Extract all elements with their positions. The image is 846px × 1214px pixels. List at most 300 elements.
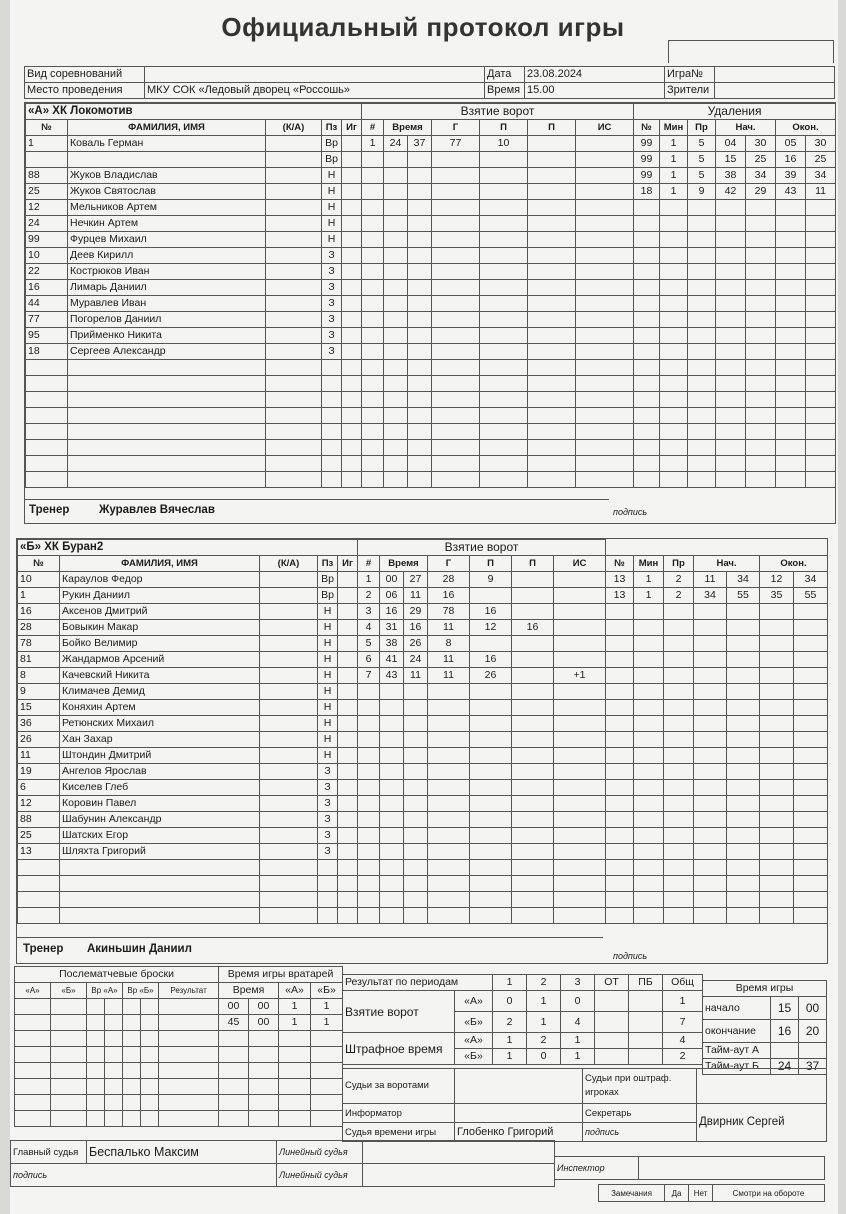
penalty-end-ss	[806, 440, 836, 456]
goal-row	[358, 652, 606, 668]
penalty-player	[606, 860, 634, 876]
player-position: Н	[318, 748, 338, 764]
penalty-reason	[664, 812, 694, 828]
goal-assist-2	[528, 136, 576, 152]
player-number	[26, 376, 68, 392]
goalie-second	[249, 1111, 279, 1127]
goal-assist-2	[528, 232, 576, 248]
goal-row	[358, 844, 606, 860]
penalty-start-ss	[746, 424, 776, 440]
team-a-signature-label: подпись	[613, 507, 648, 517]
goalie-team-a	[279, 1079, 311, 1095]
shootout-cell	[105, 1031, 123, 1047]
goal-assist-1	[470, 908, 512, 924]
goalie-minute: 00	[219, 999, 249, 1015]
penalty-reason: 5	[688, 168, 716, 184]
goal-second	[404, 812, 428, 828]
player-name: Шабунин Александр	[60, 812, 260, 828]
penalty-end-ss	[806, 456, 836, 472]
roster-row	[26, 408, 362, 424]
pim-a-total: 4	[663, 1033, 703, 1049]
timekeeper-label: Судья времени игры	[343, 1123, 455, 1142]
player-name	[68, 408, 266, 424]
goalie-second	[249, 1079, 279, 1095]
goal-assist-1: 10	[480, 136, 528, 152]
goalie-minute	[219, 1031, 249, 1047]
penalty-minutes	[660, 248, 688, 264]
penalty-minutes	[660, 440, 688, 456]
goalie-second: 00	[249, 999, 279, 1015]
player-ka	[260, 604, 318, 620]
penalty-row	[606, 780, 828, 796]
timeout-b-mm: 24	[771, 1059, 799, 1075]
goal-minute	[380, 684, 404, 700]
goal-second	[408, 264, 432, 280]
penalty-row	[634, 440, 836, 456]
col-position: Пз	[322, 120, 342, 136]
goal-row	[358, 732, 606, 748]
goal-number	[362, 456, 384, 472]
penalty-row	[606, 604, 828, 620]
goal-assist-2	[528, 152, 576, 168]
player-number: 95	[26, 328, 68, 344]
penalty-end-ss	[806, 472, 836, 488]
date-label: Дата	[485, 67, 525, 83]
time-value: 15.00	[525, 83, 665, 99]
player-ka	[266, 216, 322, 232]
player-name: Бойко Велимир	[60, 636, 260, 652]
penalty-start-ss	[746, 312, 776, 328]
player-position: З	[322, 296, 342, 312]
player-played	[338, 796, 358, 812]
goal-number	[362, 248, 384, 264]
penalty-minutes	[634, 732, 664, 748]
shootout-cell	[51, 1047, 87, 1063]
goal-minute	[380, 812, 404, 828]
player-ka	[260, 732, 318, 748]
player-number: 13	[18, 844, 60, 860]
penalty-row	[634, 280, 836, 296]
penalty-start-ss	[727, 652, 760, 668]
goal-scorer	[428, 732, 470, 748]
goal-situation	[554, 604, 606, 620]
penalty-start-mm	[716, 200, 746, 216]
shootout-cell	[123, 1015, 141, 1031]
roster-row	[26, 424, 362, 440]
goal-number	[362, 408, 384, 424]
roster-row	[18, 652, 358, 668]
penalty-start-ss	[746, 296, 776, 312]
goal-assist-1	[470, 892, 512, 908]
col-goal-time: Время	[380, 556, 428, 572]
goal-scorer	[428, 748, 470, 764]
penalty-reason	[664, 668, 694, 684]
goal-assist-1: 9	[470, 572, 512, 588]
player-position: Н	[318, 700, 338, 716]
period-col-3: 3	[561, 975, 595, 991]
informer-value	[455, 1104, 583, 1123]
penalty-end-ss	[806, 376, 836, 392]
penalty-minutes	[660, 360, 688, 376]
goal-situation	[554, 572, 606, 588]
goal-second	[404, 700, 428, 716]
penalty-reason	[664, 732, 694, 748]
goalie-minute	[219, 1063, 249, 1079]
player-number: 36	[18, 716, 60, 732]
penalty-row	[606, 860, 828, 876]
timeout-b-label: Тайм-аут Б	[703, 1059, 771, 1075]
goal-second: 16	[404, 620, 428, 636]
penalty-start-mm	[694, 844, 727, 860]
player-ka	[266, 168, 322, 184]
shootout-cell	[123, 999, 141, 1015]
goalie-minute	[219, 1111, 249, 1127]
penalty-start-ss	[727, 844, 760, 860]
penalty-row	[606, 844, 828, 860]
goal-situation	[576, 376, 634, 392]
roster-row	[18, 748, 358, 764]
goal-assist-1	[480, 360, 528, 376]
goal-second: 29	[404, 604, 428, 620]
goal-scorer	[428, 812, 470, 828]
goal-row	[362, 296, 634, 312]
penalty-player	[606, 812, 634, 828]
goal-second	[408, 184, 432, 200]
penalty-minutes	[660, 232, 688, 248]
goalie-minute	[219, 1095, 249, 1111]
player-number: 99	[26, 232, 68, 248]
penalty-row	[606, 652, 828, 668]
game-end-mm: 16	[771, 1020, 799, 1043]
penalty-minutes	[634, 684, 664, 700]
goal-assist-1	[480, 152, 528, 168]
goalie-minute: 45	[219, 1015, 249, 1031]
penalty-player: 13	[606, 588, 634, 604]
player-ka	[266, 200, 322, 216]
goal-minute	[380, 716, 404, 732]
goal-minute: 41	[380, 652, 404, 668]
goal-assist-2	[512, 700, 554, 716]
shootout-cell	[159, 1047, 219, 1063]
penalty-end-ss: 25	[806, 152, 836, 168]
penalty-start-mm	[716, 248, 746, 264]
penalty-row	[634, 248, 836, 264]
shootout-cell	[51, 1063, 87, 1079]
penalty-start-ss	[746, 200, 776, 216]
goalie-team-a	[279, 1031, 311, 1047]
goal-assist-2	[528, 264, 576, 280]
penalty-end-ss	[806, 392, 836, 408]
penalty-start-mm	[694, 652, 727, 668]
goal-situation	[576, 216, 634, 232]
goals-b-ot	[595, 1012, 629, 1033]
penalty-end-mm	[760, 652, 794, 668]
player-number: 78	[18, 636, 60, 652]
player-position	[322, 360, 342, 376]
goal-minute	[384, 296, 408, 312]
roster-row	[18, 700, 358, 716]
player-ka	[266, 424, 322, 440]
player-position	[322, 472, 342, 488]
goal-minute	[384, 216, 408, 232]
team-b-goals-title: Взятие ворот	[358, 540, 606, 556]
roster-row	[18, 604, 358, 620]
player-played	[342, 472, 362, 488]
goalie-team-b: 1	[311, 1015, 343, 1031]
roster-row	[26, 152, 362, 168]
goal-situation	[576, 360, 634, 376]
goal-scorer	[428, 764, 470, 780]
player-played	[338, 684, 358, 700]
player-played	[338, 636, 358, 652]
penalty-end-mm	[776, 472, 806, 488]
goal-assist-2	[512, 892, 554, 908]
goals-a-p1: 0	[493, 991, 527, 1012]
goal-minute	[384, 360, 408, 376]
spectators-label: Зрители	[665, 83, 715, 99]
penalty-reason	[664, 876, 694, 892]
player-ka	[260, 588, 318, 604]
shootout-cell	[15, 1047, 51, 1063]
secretary-label: Секретарь	[583, 1104, 697, 1123]
goal-minute	[384, 456, 408, 472]
goal-situation	[576, 136, 634, 152]
goal-assist-1	[480, 232, 528, 248]
shootout-cell	[51, 1111, 87, 1127]
penalty-reason	[664, 780, 694, 796]
goal-scorer: 11	[428, 620, 470, 636]
goal-number	[358, 876, 380, 892]
col-assist-2: П	[512, 556, 554, 572]
player-position	[318, 876, 338, 892]
penalty-start-ss	[727, 684, 760, 700]
penalty-end-mm	[760, 620, 794, 636]
goalie-team-b	[311, 1111, 343, 1127]
roster-row	[26, 200, 362, 216]
penalty-player	[606, 876, 634, 892]
shootout-cell	[141, 1031, 159, 1047]
goal-situation	[576, 232, 634, 248]
player-number: 9	[18, 684, 60, 700]
penalty-minutes	[634, 892, 664, 908]
remarks-see-back: Смотри на обороте	[713, 1185, 825, 1202]
goal-assist-1	[480, 264, 528, 280]
pim-b-p2: 0	[527, 1049, 561, 1065]
player-position: Вр	[318, 572, 338, 588]
goal-assist-1	[480, 216, 528, 232]
penalty-reason: 5	[688, 136, 716, 152]
penalty-row	[634, 472, 836, 488]
player-position	[322, 424, 342, 440]
player-name: Сергеев Александр	[68, 344, 266, 360]
goal-situation	[576, 456, 634, 472]
player-number: 19	[18, 764, 60, 780]
penalty-end-mm: 05	[776, 136, 806, 152]
player-number	[26, 456, 68, 472]
penalty-end-mm	[776, 392, 806, 408]
penalty-reason	[688, 360, 716, 376]
goal-scorer	[432, 456, 480, 472]
goal-scorer	[432, 376, 480, 392]
roster-row	[18, 892, 358, 908]
player-name: Коваль Герман	[68, 136, 266, 152]
penalty-player	[606, 652, 634, 668]
goal-number	[362, 168, 384, 184]
goal-scorer	[428, 828, 470, 844]
goalie-col-a: «А»	[279, 983, 311, 999]
player-played	[338, 620, 358, 636]
penalty-minutes	[660, 456, 688, 472]
shootout-cell	[123, 1063, 141, 1079]
goal-assist-2	[512, 844, 554, 860]
goal-second	[404, 876, 428, 892]
goal-second	[408, 408, 432, 424]
inspector-table	[554, 1156, 825, 1180]
goal-scorer: 16	[428, 588, 470, 604]
player-ka	[260, 908, 318, 924]
goal-assist-1: 16	[470, 604, 512, 620]
shootout-cell	[141, 1063, 159, 1079]
goal-situation	[554, 732, 606, 748]
game-start-label: начало	[703, 997, 771, 1020]
penalty-minutes	[634, 604, 664, 620]
goal-minute	[380, 828, 404, 844]
player-played	[342, 392, 362, 408]
penalty-reason	[664, 700, 694, 716]
penalty-end-ss	[794, 796, 828, 812]
penalty-end-mm	[760, 812, 794, 828]
player-position	[322, 456, 342, 472]
goal-number: 6	[358, 652, 380, 668]
goal-situation	[576, 472, 634, 488]
player-number	[18, 876, 60, 892]
goal-assist-2: 16	[512, 620, 554, 636]
penalty-minutes	[634, 860, 664, 876]
goal-row	[362, 376, 634, 392]
penalty-end-mm	[776, 408, 806, 424]
penalty-reason	[688, 264, 716, 280]
goal-row	[362, 168, 634, 184]
goal-assist-2	[512, 828, 554, 844]
col-pen-start: Нач.	[716, 120, 776, 136]
penalty-player	[606, 844, 634, 860]
player-name: Лимарь Даниил	[68, 280, 266, 296]
shootout-cell	[141, 1047, 159, 1063]
player-played	[342, 280, 362, 296]
goal-judges-value	[455, 1069, 583, 1104]
goal-minute	[384, 248, 408, 264]
goalie-minute	[219, 1079, 249, 1095]
player-name: Киселев Глеб	[60, 780, 260, 796]
penalty-end-mm	[776, 216, 806, 232]
goal-second	[404, 796, 428, 812]
goal-assist-2	[528, 408, 576, 424]
goal-minute	[380, 796, 404, 812]
shootout-cell	[141, 1095, 159, 1111]
penalty-end-mm	[760, 684, 794, 700]
goal-scorer	[432, 200, 480, 216]
penalty-start-mm	[694, 684, 727, 700]
player-played	[342, 456, 362, 472]
penalty-end-mm	[776, 344, 806, 360]
penalty-player: 13	[606, 572, 634, 588]
goal-assist-2	[512, 588, 554, 604]
goal-assist-1	[480, 312, 528, 328]
player-ka	[260, 636, 318, 652]
goal-row	[358, 892, 606, 908]
player-name	[60, 860, 260, 876]
goal-second	[408, 248, 432, 264]
penalty-minutes	[634, 876, 664, 892]
goalie-second: 00	[249, 1015, 279, 1031]
team-a-coach-row	[25, 499, 609, 522]
penalty-start-ss	[746, 232, 776, 248]
pim-b-p1: 1	[493, 1049, 527, 1065]
player-number: 24	[26, 216, 68, 232]
penalty-reason	[688, 248, 716, 264]
roster-row	[26, 216, 362, 232]
penalty-end-mm	[760, 796, 794, 812]
goalie-row	[219, 1079, 343, 1095]
col-name: ФАМИЛИЯ, ИМЯ	[60, 556, 260, 572]
penalty-end-mm: 12	[760, 572, 794, 588]
penalty-end-mm	[776, 328, 806, 344]
goal-number	[362, 216, 384, 232]
goalie-team-b	[311, 1079, 343, 1095]
goal-assist-2	[512, 748, 554, 764]
goal-row	[362, 136, 634, 152]
roster-row	[26, 376, 362, 392]
goal-number	[358, 764, 380, 780]
goal-row	[362, 360, 634, 376]
goal-assist-1	[480, 168, 528, 184]
col-ka: (К/А)	[260, 556, 318, 572]
roster-row	[18, 828, 358, 844]
player-number: 10	[26, 248, 68, 264]
penalty-end-ss: 55	[794, 588, 828, 604]
penalty-end-ss	[794, 668, 828, 684]
player-name	[68, 472, 266, 488]
goal-scorer: 77	[432, 136, 480, 152]
goal-situation	[576, 424, 634, 440]
goalie-time-table	[218, 966, 343, 1127]
penalty-player	[634, 264, 660, 280]
goal-number	[358, 796, 380, 812]
shootout-cell	[123, 1111, 141, 1127]
goal-second	[408, 360, 432, 376]
player-name: Шатских Егор	[60, 828, 260, 844]
goal-row	[362, 392, 634, 408]
player-position: Вр	[322, 152, 342, 168]
player-number	[26, 408, 68, 424]
goal-minute	[384, 376, 408, 392]
player-name: Ангелов Ярослав	[60, 764, 260, 780]
penalty-start-mm	[716, 440, 746, 456]
goal-row	[358, 860, 606, 876]
goalie-team-b: 1	[311, 999, 343, 1015]
penalty-player: 99	[634, 168, 660, 184]
penalty-reason: 2	[664, 588, 694, 604]
penalty-row	[634, 392, 836, 408]
goalie-team-b	[311, 1095, 343, 1111]
player-position: Вр	[322, 136, 342, 152]
roster-row	[18, 636, 358, 652]
goal-number	[362, 344, 384, 360]
pim-b-ot	[595, 1049, 629, 1065]
shootout-row	[15, 1015, 219, 1031]
player-name: Аксенов Дмитрий	[60, 604, 260, 620]
player-played	[338, 604, 358, 620]
